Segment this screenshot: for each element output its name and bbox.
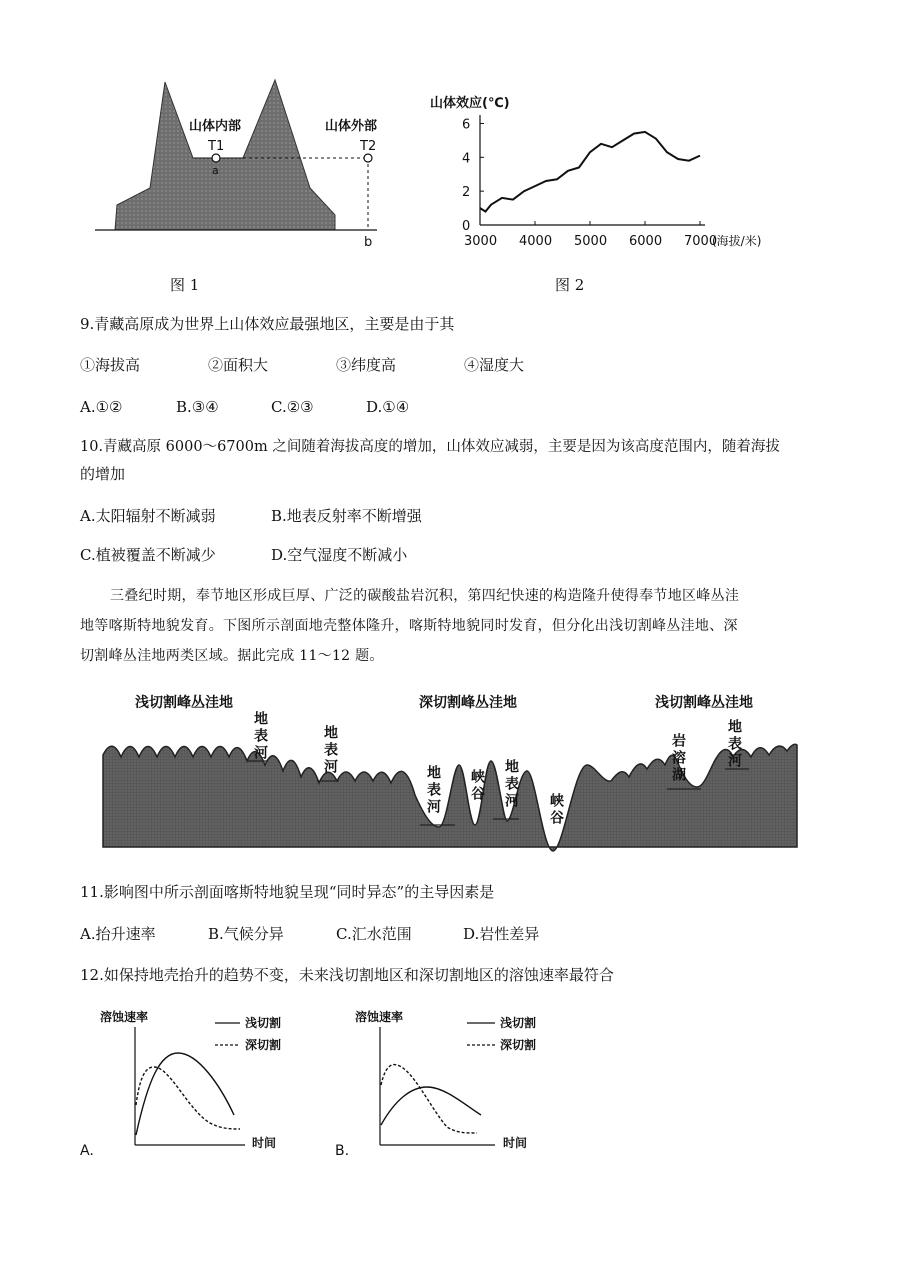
q10-stem-line1: 10.青藏高原 6000～6700m 之间随着海拔高度的增加，山体效应减弱，主要是因为该高度范围内，随着海拔	[80, 439, 780, 455]
chart-a-legend-shallow: 浅切割	[245, 1016, 282, 1030]
river-label-1: 地表河	[252, 711, 268, 762]
q9-option-b[interactable]: B.③④	[176, 398, 219, 416]
passage-line-2: 地等喀斯特地貌发育。下图所示剖面地壳整体隆升，喀斯特地貌同时发育，但分化出浅切割峰丛洼地、深	[80, 618, 738, 634]
y-axis-label: 山体效应(℃)	[430, 96, 510, 111]
series-line	[480, 132, 700, 212]
chart-a-legend-deep: 深切割	[245, 1038, 282, 1052]
q10-stem-line2: 的增加	[80, 465, 126, 483]
river-label-5: 地表河	[726, 719, 742, 770]
river-label-2: 地表河	[322, 725, 338, 776]
q11-option-a[interactable]: A.抬升速率	[80, 925, 156, 943]
chart-a-ylabel: 溶蚀速率	[100, 1010, 149, 1024]
q10-option-b[interactable]: B.地表反射率不断增强	[271, 507, 422, 525]
chart-b-legend-deep: 深切割	[500, 1038, 537, 1052]
chart-a-deep-curve	[136, 1067, 240, 1129]
t1-point	[212, 154, 220, 162]
axis-ticks	[462, 117, 717, 249]
chart-a-xlabel: 时间	[252, 1136, 277, 1150]
gorge-label-1: 峡谷	[469, 769, 485, 803]
q12-stem: 12.如保持地壳抬升的趋势不变，未来浅切割地区和深切割地区的溶蚀速率最符合	[80, 966, 614, 984]
q11-stem: 11.影响图中所示剖面喀斯特地貌呈现“同时异态”的主导因素是	[80, 883, 495, 901]
passage-line-3: 切割峰丛洼地两类区域。据此完成 11～12 题。	[80, 648, 384, 664]
mountain-effect-chart	[420, 85, 800, 255]
chart-b-letter: B.	[335, 1143, 350, 1159]
q9-stem: 9.青藏高原成为世界上山体效应最强地区，主要是由于其	[80, 315, 455, 333]
zone-left-label: 浅切割峰丛洼地	[135, 695, 233, 711]
q11-option-d[interactable]: D.岩性差异	[463, 925, 540, 943]
gorge-label-2: 峡谷	[548, 793, 564, 827]
mountain-shape	[115, 80, 335, 230]
q12-chart-a[interactable]	[80, 1005, 330, 1165]
mountain-diagram	[85, 70, 415, 255]
chart-a-shallow-curve	[136, 1053, 234, 1135]
label-a: a	[212, 164, 219, 177]
x-tick-label: 7000	[684, 234, 718, 249]
y-tick-label: 0	[462, 219, 471, 234]
x-axis-label: (海拔/米)	[712, 234, 762, 248]
y-tick-label: 2	[462, 185, 471, 201]
figure-1	[85, 70, 415, 255]
chart-b-legend-shallow: 浅切割	[500, 1016, 537, 1030]
chart-b-deep-curve	[381, 1065, 477, 1133]
river-label-3: 地表河	[425, 765, 441, 816]
chart-b-shallow-curve	[381, 1087, 481, 1125]
q11-option-c[interactable]: C.汇水范围	[336, 925, 412, 943]
y-tick-label: 6	[462, 117, 471, 133]
q9-option-d[interactable]: D.①④	[366, 398, 410, 416]
zone-right-label: 浅切割峰丛洼地	[655, 695, 753, 711]
q9-item-2: ②面积大	[208, 356, 269, 374]
q9-item-3: ③纬度高	[336, 356, 397, 374]
label-b: b	[364, 235, 373, 250]
zone-mid-label: 深切割峰丛洼地	[419, 695, 517, 711]
label-inner: 山体内部	[189, 119, 242, 134]
q12-chart-b[interactable]	[335, 1005, 585, 1165]
terrain	[103, 744, 797, 851]
x-tick-label: 3000	[464, 234, 498, 249]
label-t1: T1	[208, 139, 225, 154]
q12-chart-a-svg	[80, 1005, 330, 1165]
y-tick-label: 4	[462, 151, 471, 167]
q9-item-1: ①海拔高	[80, 356, 141, 374]
label-t2: T2	[360, 139, 377, 154]
q10-option-c[interactable]: C.植被覆盖不断减少	[80, 546, 216, 564]
karst-profile-diagram	[95, 685, 800, 860]
q10-option-d[interactable]: D.空气湿度不断减小	[271, 546, 408, 564]
x-tick-label: 4000	[519, 234, 553, 249]
x-tick-label: 6000	[629, 234, 663, 249]
figure-1-caption: 图 1	[170, 276, 200, 294]
river-label-4: 地表河	[503, 759, 519, 810]
x-tick-label: 5000	[574, 234, 608, 249]
chart-b-xlabel: 时间	[503, 1136, 528, 1150]
q9-item-4: ④湿度大	[464, 356, 525, 374]
label-outer: 山体外部	[325, 119, 378, 134]
q9-option-c[interactable]: C.②③	[271, 398, 314, 416]
lake-label: 岩溶湖	[670, 733, 686, 784]
passage-line-1: 三叠纪时期，奉节地区形成巨厚、广泛的碳酸盐岩沉积，第四纪快速的构造隆升使得奉节地区峰丛洼	[110, 588, 740, 604]
figure-2-caption: 图 2	[555, 276, 585, 294]
figure-2	[420, 85, 800, 255]
q11-option-b[interactable]: B.气候分异	[208, 925, 284, 943]
chart-a-letter: A.	[80, 1143, 94, 1159]
t2-point	[364, 154, 372, 162]
q12-chart-b-svg	[335, 1005, 585, 1165]
q9-option-a[interactable]: A.①②	[80, 398, 123, 416]
chart-b-ylabel: 溶蚀速率	[355, 1010, 404, 1024]
karst-profile	[95, 685, 800, 860]
q10-option-a[interactable]: A.太阳辐射不断减弱	[80, 507, 216, 525]
